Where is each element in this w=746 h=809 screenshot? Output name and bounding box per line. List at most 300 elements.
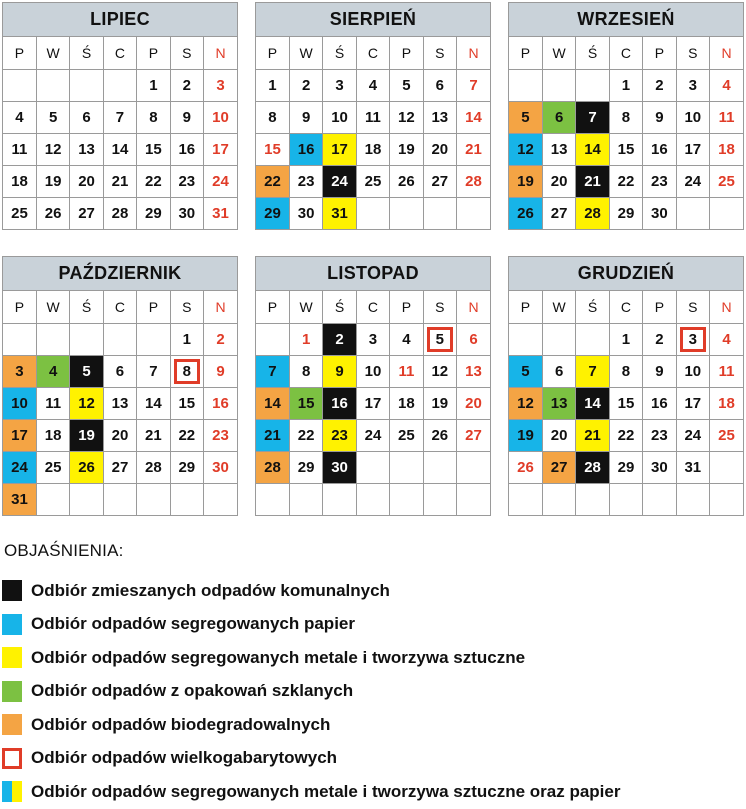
empty-day-cell: [710, 197, 743, 229]
day-cell: [423, 419, 456, 451]
day-cell: [170, 419, 203, 451]
day-number: 28: [145, 458, 162, 476]
day-number: 11: [11, 140, 28, 158]
day-cell: [576, 101, 609, 133]
day-number: 11: [718, 108, 735, 126]
day-cell: [509, 101, 542, 133]
day-number: 15: [264, 140, 281, 158]
day-number: 2: [182, 76, 191, 94]
day-number: 11: [398, 362, 415, 380]
day-number: 17: [331, 140, 348, 158]
day-number: 18: [11, 172, 28, 190]
day-number: 28: [584, 458, 601, 476]
day-number: 6: [554, 108, 564, 126]
day-cell: [204, 101, 237, 133]
day-cell: [423, 355, 456, 387]
day-cell: [70, 101, 103, 133]
legend-label: Odbiór odpadów z opakowań szklanych: [31, 681, 354, 701]
day-number: 21: [145, 426, 162, 444]
legend-label: Odbiór odpadów segregowanych metale i tworzywa sztuczne oraz papier: [31, 781, 621, 801]
day-cell: [576, 197, 609, 229]
empty-day-cell: [509, 69, 542, 101]
day-number: 10: [364, 362, 382, 380]
day-cell: [170, 355, 203, 387]
empty-day-cell: [170, 483, 203, 515]
empty-day-cell: [457, 197, 490, 229]
day-cell: [643, 451, 676, 483]
day-number: 20: [465, 394, 482, 412]
day-number: 14: [145, 394, 162, 412]
month-table: [3, 291, 237, 515]
day-number: 8: [182, 362, 191, 380]
day-cell: [36, 101, 69, 133]
day-number: 8: [301, 362, 311, 380]
day-cell: [542, 197, 575, 229]
day-number: 24: [212, 172, 229, 190]
day-cell: [289, 165, 322, 197]
day-number: 19: [517, 426, 534, 444]
day-cell: [643, 165, 676, 197]
day-cell: [103, 419, 136, 451]
day-cell: [457, 69, 490, 101]
day-cell: [542, 355, 575, 387]
day-cell: [457, 165, 490, 197]
day-number: 28: [264, 458, 281, 476]
day-cell: [204, 451, 237, 483]
day-cell: [509, 387, 542, 419]
day-number: 20: [431, 140, 449, 158]
weekday-header: N: [710, 37, 743, 69]
month-title: WRZESIEŃ: [509, 3, 743, 37]
month-calendar-pazdziernik: [2, 256, 238, 516]
week-row: [256, 483, 490, 515]
week-row: [256, 165, 490, 197]
day-number: 7: [588, 362, 597, 380]
day-cell: [3, 197, 36, 229]
day-cell: [710, 165, 743, 197]
day-cell: [70, 451, 103, 483]
day-cell: [170, 387, 203, 419]
day-cell: [3, 387, 36, 419]
day-cell: [457, 133, 490, 165]
day-cell: [170, 451, 203, 483]
week-row: [509, 197, 743, 229]
weekday-header: Ś: [70, 37, 103, 69]
day-cell: [423, 323, 456, 355]
day-cell: [676, 133, 709, 165]
day-number: 25: [11, 204, 28, 222]
week-row: [256, 387, 490, 419]
day-cell: [643, 419, 676, 451]
day-number: 26: [44, 204, 62, 222]
day-cell: [256, 355, 289, 387]
day-number: 13: [550, 394, 568, 412]
weekday-header: P: [643, 291, 676, 323]
day-cell: [137, 419, 170, 451]
empty-day-cell: [423, 483, 456, 515]
month-calendar-sierpien: [255, 2, 491, 230]
day-cell: [609, 323, 642, 355]
day-cell: [423, 165, 456, 197]
day-number: 9: [655, 108, 664, 126]
week-row: [509, 101, 743, 133]
day-number: 24: [11, 458, 28, 476]
empty-day-cell: [542, 69, 575, 101]
month-table: [256, 291, 490, 515]
day-cell: [103, 387, 136, 419]
day-number: 9: [335, 362, 344, 380]
day-number: 29: [297, 458, 315, 476]
weekday-header: W: [542, 291, 575, 323]
legend-label: Odbiór odpadów wielkogabarytowych: [31, 748, 338, 768]
day-cell: [170, 101, 203, 133]
day-cell: [643, 197, 676, 229]
day-cell: [710, 419, 743, 451]
day-number: 14: [584, 394, 601, 412]
day-cell: [323, 69, 356, 101]
day-cell: [576, 133, 609, 165]
day-number: 1: [268, 76, 277, 94]
day-number: 19: [78, 426, 95, 444]
day-number: 5: [82, 362, 91, 380]
day-number: 8: [149, 108, 158, 126]
day-number: 8: [621, 108, 631, 126]
weekday-header: S: [170, 37, 203, 69]
week-row: [256, 69, 490, 101]
legend-swatch-orange: [2, 714, 22, 735]
day-number: 24: [364, 426, 382, 444]
month-calendar-grudzien: [508, 256, 744, 516]
day-cell: [457, 355, 490, 387]
legend-swatch-split: [2, 781, 22, 802]
day-number: 2: [335, 330, 344, 348]
day-number: 7: [469, 76, 478, 94]
month-calendar-wrzesien: [508, 2, 744, 230]
empty-day-cell: [542, 483, 575, 515]
day-number: 31: [11, 490, 28, 508]
day-cell: [423, 69, 456, 101]
day-cell: [323, 419, 356, 451]
month-title: GRUDZIEŃ: [509, 257, 743, 291]
day-cell: [137, 451, 170, 483]
day-number: 12: [78, 394, 95, 412]
day-number: 30: [212, 458, 229, 476]
day-cell: [137, 133, 170, 165]
day-cell: [170, 323, 203, 355]
weekday-header: N: [710, 291, 743, 323]
day-cell: [70, 419, 103, 451]
day-number: 6: [115, 362, 125, 380]
legend-label: Odbiór zmieszanych odpadów komunalnych: [31, 580, 390, 600]
week-row: [256, 323, 490, 355]
day-number: 13: [111, 394, 129, 412]
empty-day-cell: [542, 323, 575, 355]
legend-label: Odbiór odpadów segregowanych metale i tworzywa sztuczne: [31, 647, 526, 667]
day-cell: [36, 355, 69, 387]
day-number: 15: [178, 394, 196, 412]
legend: [2, 574, 620, 809]
day-cell: [710, 355, 743, 387]
day-number: 20: [78, 172, 95, 190]
day-number: 16: [178, 140, 196, 158]
day-number: 15: [617, 394, 635, 412]
day-cell: [710, 101, 743, 133]
day-cell: [676, 387, 709, 419]
weekday-header: P: [137, 291, 170, 323]
day-number: 4: [48, 362, 58, 380]
day-cell: [36, 419, 69, 451]
day-cell: [323, 165, 356, 197]
day-number: 4: [402, 330, 411, 348]
day-cell: [256, 101, 289, 133]
day-cell: [576, 451, 609, 483]
weekday-header-row: [3, 291, 237, 323]
day-number: 21: [584, 172, 601, 190]
empty-day-cell: [103, 69, 136, 101]
empty-day-cell: [36, 69, 69, 101]
day-number: 22: [145, 172, 162, 190]
empty-day-cell: [676, 483, 709, 515]
week-row: [509, 69, 743, 101]
day-number: 16: [331, 394, 348, 412]
day-number: 25: [398, 426, 415, 444]
day-number: 22: [617, 172, 635, 190]
day-number: 25: [44, 458, 62, 476]
day-number: 21: [264, 426, 281, 444]
day-cell: [710, 69, 743, 101]
day-number: 25: [718, 172, 735, 190]
day-cell: [256, 69, 289, 101]
day-number: 5: [48, 108, 58, 126]
day-number: 16: [651, 394, 668, 412]
weekday-header: P: [256, 37, 289, 69]
day-cell: [676, 355, 709, 387]
day-cell: [289, 323, 322, 355]
day-cell: [137, 387, 170, 419]
day-cell: [542, 451, 575, 483]
weekday-header: S: [676, 291, 709, 323]
day-number: 15: [297, 394, 315, 412]
day-number: 10: [11, 394, 28, 412]
week-row: [3, 69, 237, 101]
day-cell: [457, 101, 490, 133]
month-table: [3, 37, 237, 229]
day-cell: [710, 133, 743, 165]
day-number: 28: [584, 204, 601, 222]
day-number: 1: [149, 76, 158, 94]
day-number: 23: [651, 172, 668, 190]
weekday-header: N: [457, 37, 490, 69]
day-number: 16: [651, 140, 668, 158]
day-cell: [509, 133, 542, 165]
day-number: 27: [111, 458, 129, 476]
weekday-header: P: [137, 37, 170, 69]
day-number: 26: [517, 204, 534, 222]
day-number: 19: [398, 140, 415, 158]
legend-item: [2, 641, 620, 675]
day-cell: [609, 165, 642, 197]
day-number: 13: [465, 362, 482, 380]
day-cell: [256, 419, 289, 451]
day-cell: [70, 387, 103, 419]
day-number: 3: [688, 76, 697, 94]
week-row: [3, 133, 237, 165]
day-cell: [356, 323, 389, 355]
day-cell: [36, 133, 69, 165]
day-cell: [3, 165, 36, 197]
day-number: 30: [331, 458, 348, 476]
weekday-header-row: [509, 37, 743, 69]
day-cell: [609, 69, 642, 101]
day-number: 26: [431, 426, 449, 444]
day-cell: [356, 165, 389, 197]
day-cell: [103, 197, 136, 229]
day-number: 27: [465, 426, 482, 444]
day-cell: [457, 419, 490, 451]
empty-day-cell: [390, 483, 423, 515]
empty-day-cell: [70, 69, 103, 101]
day-number: 27: [550, 458, 568, 476]
day-number: 31: [684, 458, 702, 476]
day-number: 29: [145, 204, 162, 222]
day-cell: [676, 451, 709, 483]
empty-day-cell: [103, 483, 136, 515]
day-cell: [289, 133, 322, 165]
day-cell: [390, 355, 423, 387]
legend-label: Odbiór odpadów biodegradowalnych: [31, 714, 331, 734]
empty-day-cell: [204, 483, 237, 515]
day-cell: [457, 387, 490, 419]
day-number: 28: [465, 172, 482, 190]
day-cell: [36, 197, 69, 229]
day-cell: [356, 355, 389, 387]
day-cell: [289, 419, 322, 451]
weekday-header: S: [676, 37, 709, 69]
month-title: SIERPIEŃ: [256, 3, 490, 37]
day-cell: [676, 101, 709, 133]
empty-day-cell: [576, 483, 609, 515]
day-cell: [676, 419, 709, 451]
weekday-header: W: [289, 291, 322, 323]
day-number: 6: [82, 108, 91, 126]
day-cell: [509, 165, 542, 197]
day-number: 7: [588, 108, 597, 126]
day-number: 18: [718, 140, 735, 158]
empty-day-cell: [457, 451, 490, 483]
day-cell: [70, 165, 103, 197]
day-cell: [390, 133, 423, 165]
day-cell: [356, 419, 389, 451]
day-number: 18: [398, 394, 415, 412]
day-number: 23: [178, 172, 196, 190]
week-row: [3, 323, 237, 355]
weekday-header: N: [204, 291, 237, 323]
day-number: 10: [331, 108, 348, 126]
day-number: 31: [212, 204, 229, 222]
day-number: 26: [78, 458, 95, 476]
day-number: 20: [550, 426, 568, 444]
week-row: [509, 483, 743, 515]
day-cell: [356, 69, 389, 101]
day-number: 25: [718, 426, 735, 444]
day-cell: [509, 451, 542, 483]
day-cell: [289, 355, 322, 387]
day-cell: [3, 451, 36, 483]
legend-swatch-bulky: [2, 748, 22, 769]
day-cell: [256, 197, 289, 229]
day-number: 22: [264, 172, 281, 190]
day-number: 15: [617, 140, 635, 158]
empty-day-cell: [36, 483, 69, 515]
day-number: 26: [398, 172, 415, 190]
month-title: LISTOPAD: [256, 257, 490, 291]
day-cell: [289, 69, 322, 101]
legend-item: [2, 608, 620, 642]
day-number: 17: [11, 426, 28, 444]
day-cell: [643, 69, 676, 101]
day-cell: [3, 355, 36, 387]
legend-swatch-blue: [2, 614, 22, 635]
day-number: 9: [182, 108, 191, 126]
day-number: 5: [521, 362, 530, 380]
day-cell: [204, 355, 237, 387]
week-row: [3, 483, 237, 515]
day-number: 30: [297, 204, 315, 222]
week-row: [3, 355, 237, 387]
weekday-header-row: [256, 291, 490, 323]
day-number: 19: [44, 172, 62, 190]
day-number: 19: [431, 394, 449, 412]
day-number: 24: [684, 426, 702, 444]
day-number: 21: [584, 426, 601, 444]
day-number: 30: [178, 204, 196, 222]
day-cell: [423, 387, 456, 419]
weekday-header: N: [457, 291, 490, 323]
day-number: 14: [111, 140, 129, 158]
week-row: [509, 355, 743, 387]
day-cell: [576, 419, 609, 451]
empty-day-cell: [390, 197, 423, 229]
legend-swatch-black: [2, 580, 22, 601]
day-cell: [103, 165, 136, 197]
day-cell: [356, 387, 389, 419]
day-cell: [170, 165, 203, 197]
day-number: 9: [301, 108, 311, 126]
day-cell: [643, 133, 676, 165]
weekday-header: C: [356, 291, 389, 323]
day-cell: [289, 387, 322, 419]
day-number: 8: [621, 362, 631, 380]
day-number: 3: [688, 330, 697, 348]
day-cell: [204, 323, 237, 355]
day-number: 2: [655, 76, 664, 94]
empty-day-cell: [457, 483, 490, 515]
day-cell: [323, 133, 356, 165]
day-cell: [3, 483, 36, 515]
day-number: 11: [365, 108, 381, 126]
day-number: 4: [722, 76, 731, 94]
day-cell: [204, 133, 237, 165]
day-number: 20: [111, 426, 129, 444]
day-number: 10: [684, 362, 702, 380]
day-cell: [457, 323, 490, 355]
day-cell: [137, 355, 170, 387]
weekday-header-row: [509, 291, 743, 323]
day-number: 29: [617, 204, 635, 222]
day-number: 24: [331, 172, 348, 190]
empty-day-cell: [509, 483, 542, 515]
day-cell: [509, 197, 542, 229]
